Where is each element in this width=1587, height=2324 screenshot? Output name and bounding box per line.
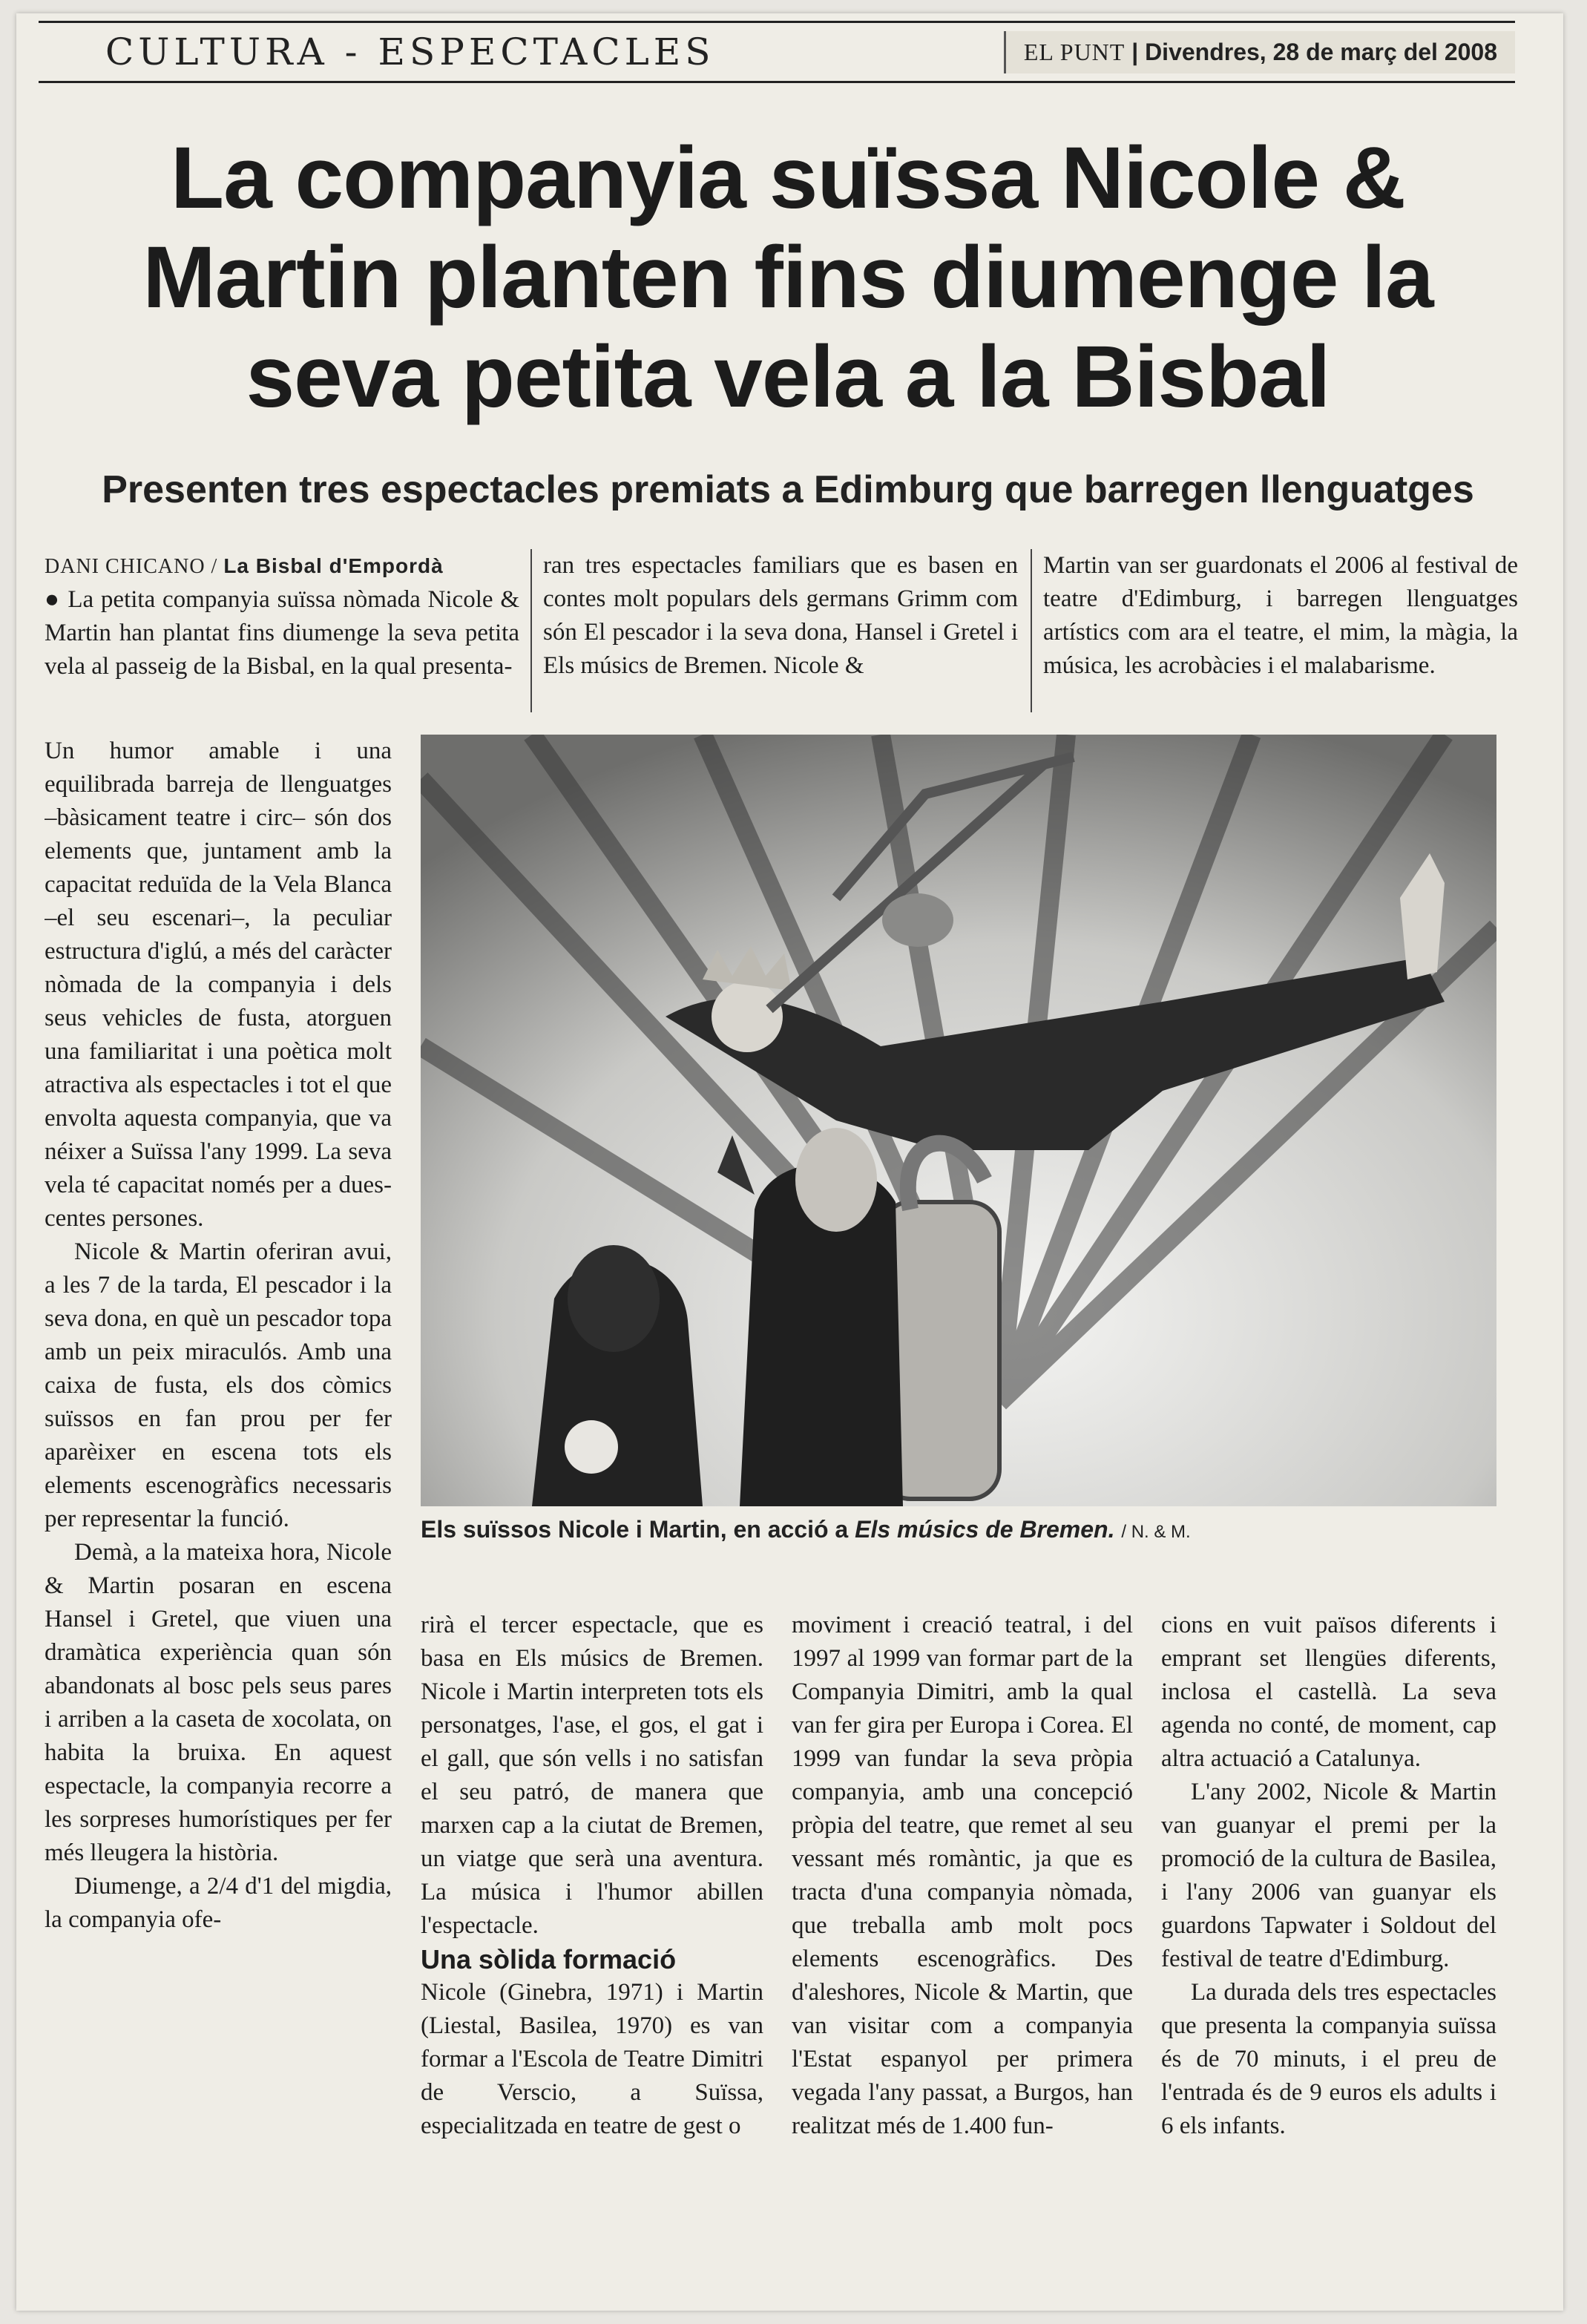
byline xyxy=(45,549,519,583)
paragraph: rirà el tercer espectacle, que es basa en Els músics de Bremen. Nicole i Martin interpreten tots els personatges, l'ase, el gos, el gat i el gall, que són vells i no satisfan el seu patró, de manera que marxen cap a la ciutat de Bremen, un viatge que serà una aventura. La música i l'humor abillen l'espectacle. xyxy=(421,1612,763,1939)
lead-column-1 xyxy=(45,549,519,712)
byline-place: La Bisbal d'Empordà xyxy=(223,554,444,577)
page-header xyxy=(39,21,1515,83)
paragraph: cions en vuit països diferents i emprant set llengües diferents, inclosa el castellà. La seva agenda no conté, de moment, cap altra actuació a Catalunya. xyxy=(1161,1612,1496,1772)
paragraph: Nicole & Martin oferiran avui, a les 7 de la tarda, El pescador i la seva dona, en què un pescador topa amb un peix miraculós. Amb una caixa de fusta, els dos còmics suïssos en fan prou per fer aparèixer en escena tots els elements escenogràfics necessaris per representar la funció. xyxy=(45,1238,392,1532)
dateline-separator: | xyxy=(1131,38,1146,65)
photo-caption xyxy=(421,1516,1496,1543)
publication-date: Divendres, 28 de març del 2008 xyxy=(1145,38,1497,65)
subtitle: Presenten tres espectacles premiats a Edimburg que barregen llenguatges xyxy=(102,468,1474,511)
paragraph: Demà, a la mateixa hora, Nicole & Martin posaran en escena Hansel i Gretel, que viuen una dramàtica experiència quan són abandonats al bosc pels seus pares i arriben a la caseta de xocolata, on habita la bruixa. En aquest espectacle, la companyia recorre a les sorpreses humorístiques per fer més lleugera la història. xyxy=(45,1539,392,1866)
lead-paragraph-3: Martin van ser guardonats el 2006 al festival de teatre d'Edimburg, i barregen llenguatges artístics com ara el teatre, el mim, la màgia, la música, les acrobàcies i el malabarisme. xyxy=(1043,552,1518,679)
caption-title: Els músics de Bremen. xyxy=(855,1516,1115,1543)
publication-name: EL PUNT xyxy=(1023,38,1126,65)
newspaper-clipping xyxy=(16,13,1563,2311)
body-column-1 xyxy=(45,735,392,2293)
lead-paragraph-2: ran tres espectacles familiars que es basen en contes molt populars dels germans Grimm com són El pescador i la seva dona, Hansel i Gretel i Els músics de Bremen. Nicole & xyxy=(543,552,1018,679)
byline-author: DANI CHICANO xyxy=(45,555,206,578)
bullet-icon: ● xyxy=(45,586,68,613)
body-column-2 xyxy=(421,1609,763,2291)
paragraph: L'any 2002, Nicole & Martin van guanyar el premi per la promoció de la cultura de Basilea, i l'any 2006 van guanyar els guardons Tapwater i Soldout del festival de teatre d'Edimburg. xyxy=(1161,1779,1496,1972)
lead-column-2 xyxy=(543,549,1018,712)
paragraph: La durada dels tres espectacles que presenta la companyia suïssa és de 70 minuts, i el preu de l'entrada és de 9 euros els adults i 6 els infants. xyxy=(1161,1979,1496,2139)
column-rule xyxy=(1031,549,1032,712)
paragraph: moviment i creació teatral, i del 1997 al 1999 van formar part de la Companyia Dimitri, amb la qual van fer gira per Europa i Corea. El 1999 van fundar la seva pròpia companyia, amb una concepció pròpia del teatre, que remet al seu vessant més romàntic, ja que es tracta d'una companyia nòmada, que treballa amb molt pocs elements escenogràfics. Des d'aleshores, Nicole & Martin, que van visitar com a companyia l'Estat espanyol per primera vegada l'any passat, a Burgos, han realitzat més de 1.400 fun- xyxy=(792,1612,1133,2139)
dateline xyxy=(1004,31,1515,73)
paragraph: Nicole (Ginebra, 1971) i Martin (Liestal, Basilea, 1970) es van formar a l'Escola de Teatre Dimitri de Verscio, a Suïssa, especialitzada en teatre de gest o xyxy=(421,1979,763,2139)
body-column-3 xyxy=(792,1609,1133,2291)
photo-credit: / N. & M. xyxy=(1121,1522,1191,1542)
performers-photo xyxy=(421,735,1496,1506)
body-column-4 xyxy=(1161,1609,1496,2291)
headline: La companyia suïssa Nicole & Martin planten fins diumenge la seva petita vela a la Bisbal xyxy=(142,129,1433,426)
subhead: Una sòlida formació xyxy=(421,1944,677,1975)
byline-separator: / xyxy=(205,555,224,578)
lead-paragraph-1: ● La petita companyia suïssa nòmada Nicole & Martin han plantat fins diumenge la seva petita vela al passeig de la Bisbal, en la qual presenta- xyxy=(45,586,519,680)
paragraph: Diumenge, a 2/4 d'1 del migdia, la companyia ofe- xyxy=(45,1873,392,1933)
section-label: CULTURA - ESPECTACLES xyxy=(105,30,715,73)
caption-prefix: Els suïssos Nicole i Martin, en acció a xyxy=(421,1516,855,1543)
lead-column-3 xyxy=(1043,549,1518,712)
paragraph: Un humor amable i una equilibrada barreja de llenguatges –bàsicament teatre i circ– són dos elements que, juntament amb la capacitat reduïda de la Vela Blanca –el seu escenari–, la peculiar estructura d'iglú, a més del caràcter nòmada de la companyia i dels seus vehicles de fusta, atorguen una familiaritat i una poètica molt atractiva als espectacles i tot el que envolta aquesta companyia, que va néixer a Suïssa l'any 1999. La seva vela té capacitat només per a dues-centes persones. xyxy=(45,738,392,1232)
column-rule xyxy=(530,549,532,712)
